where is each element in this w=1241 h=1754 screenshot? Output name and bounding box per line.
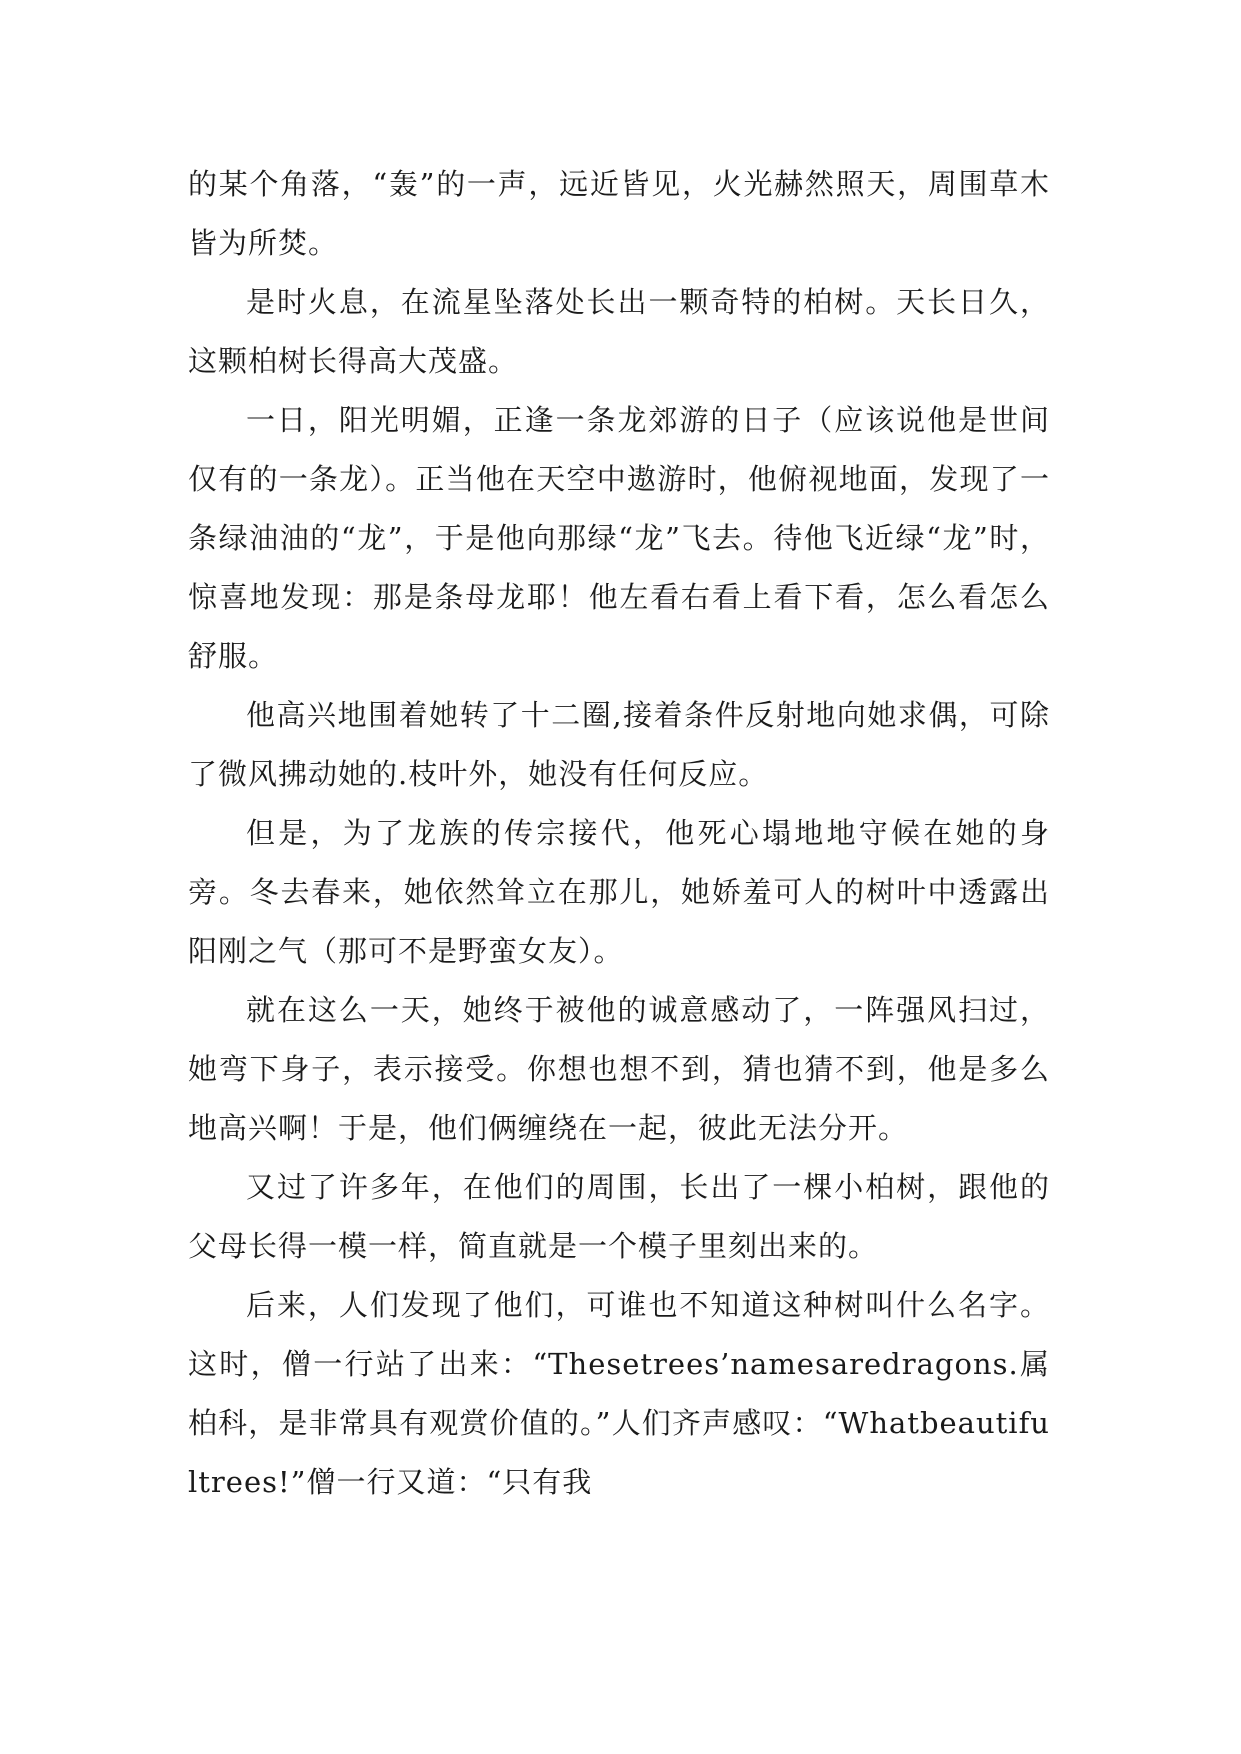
paragraph-2: 是时火息，在流星坠落处长出一颗奇特的柏树。天长日久，这颗柏树长得高大茂盛。 <box>188 285 1050 378</box>
paragraph-7: 又过了许多年，在他们的周围，长出了一棵小柏树，跟他的父母长得一模一样，简直就是一个模子里刻出来的。 <box>188 1170 1050 1263</box>
paragraph-8: 后来，人们发现了他们，可谁也不知道这种树叫什么名字。这时，僧一行站了出来：“Thesetrees’namesaredragons.属柏科，是非常具有观赏价值的。”人们齐声感叹：“Whatbeautifultrees!”僧一行又道：“只有我 <box>188 1288 1050 1499</box>
paragraph-1: 的某个角落，“轰”的一声，远近皆见，火光赫然照天，周围草木皆为所焚。 <box>188 167 1050 260</box>
body-text <box>188 155 1050 1512</box>
paragraph-3: 一日，阳光明媚，正逢一条龙郊游的日子（应该说他是世间仅有的一条龙）。正当他在天空中遨游时，他俯视地面，发现了一条绿油油的“龙”，于是他向那绿“龙”飞去。待他飞近绿“龙”时，惊喜地发现：那是条母龙耶！他左看右看上看下看，怎么看怎么舒服。 <box>188 403 1050 673</box>
paragraph-6: 就在这么一天，她终于被他的诚意感动了，一阵强风扫过，她弯下身子，表示接受。你想也想不到，猜也猜不到，他是多么地高兴啊！于是，他们俩缠绕在一起，彼此无法分开。 <box>188 993 1050 1145</box>
paragraph-5: 但是，为了龙族的传宗接代，他死心塌地地守候在她的身旁。冬去春来，她依然耸立在那儿，她娇羞可人的树叶中透露出阳刚之气（那可不是野蛮女友）。 <box>188 816 1050 968</box>
paragraph-4: 他高兴地围着她转了十二圈,接着条件反射地向她求偶，可除了微风拂动她的.枝叶外，她没有任何反应。 <box>188 698 1050 791</box>
